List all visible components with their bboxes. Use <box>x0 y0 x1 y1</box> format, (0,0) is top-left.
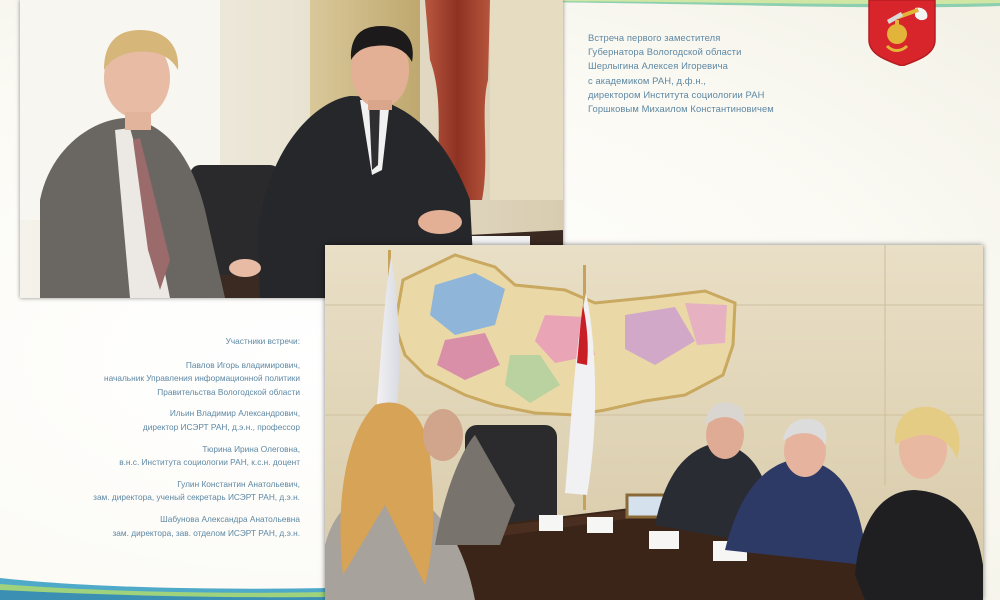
participant-item <box>40 478 300 505</box>
participant-role: зам. директора, ученый секретарь ИСЭРТ РАН, д.э.н. <box>93 492 300 503</box>
participant-item <box>40 513 300 540</box>
participant-role: в.н.с. Института социологии РАН, к.с.н. доцент <box>119 457 300 468</box>
caption-line: Встреча первого заместителя <box>588 32 721 43</box>
meeting-caption <box>588 31 848 116</box>
participant-name: Павлов Игорь владимирович, <box>185 359 300 370</box>
participant-role: Правительства Вологодской области <box>157 386 300 397</box>
caption-line: директором Института социологии РАН <box>588 88 765 100</box>
caption-line: Губернатора Вологодской области <box>588 46 742 58</box>
participants-heading: Участники встречи: <box>225 336 300 346</box>
participant-role: зам. директора, зав. отделом ИСЭРТ РАН, д.э.н. <box>112 527 300 538</box>
meeting-photo-bottom <box>325 245 983 600</box>
participants-list <box>40 335 300 548</box>
participant-role: директор ИСЭРТ РАН, д.э.н., профессор <box>142 421 300 432</box>
participant-name: Ильин Владимир Александрович, <box>169 408 300 419</box>
participant-item <box>40 359 300 400</box>
participant-item <box>40 443 300 470</box>
bottom-swoosh-decoration <box>0 560 330 600</box>
vologda-coat-of-arms-icon <box>867 0 937 66</box>
participant-item <box>40 407 300 434</box>
participant-name: Тюрина Ирина Олеговна, <box>202 443 300 454</box>
participant-role: начальник Управления информационной политики <box>104 373 300 384</box>
caption-line: Шерлыгина Алексея Игоревича <box>588 60 728 72</box>
caption-line: Горшковым Михаилом Константиновичем <box>588 103 774 115</box>
participant-name: Гулин Константин Анатольевич, <box>177 478 300 489</box>
caption-line: с академиком РАН, д.ф.н., <box>588 74 707 86</box>
participant-name: Шабунова Александра Анатольевна <box>160 513 300 524</box>
